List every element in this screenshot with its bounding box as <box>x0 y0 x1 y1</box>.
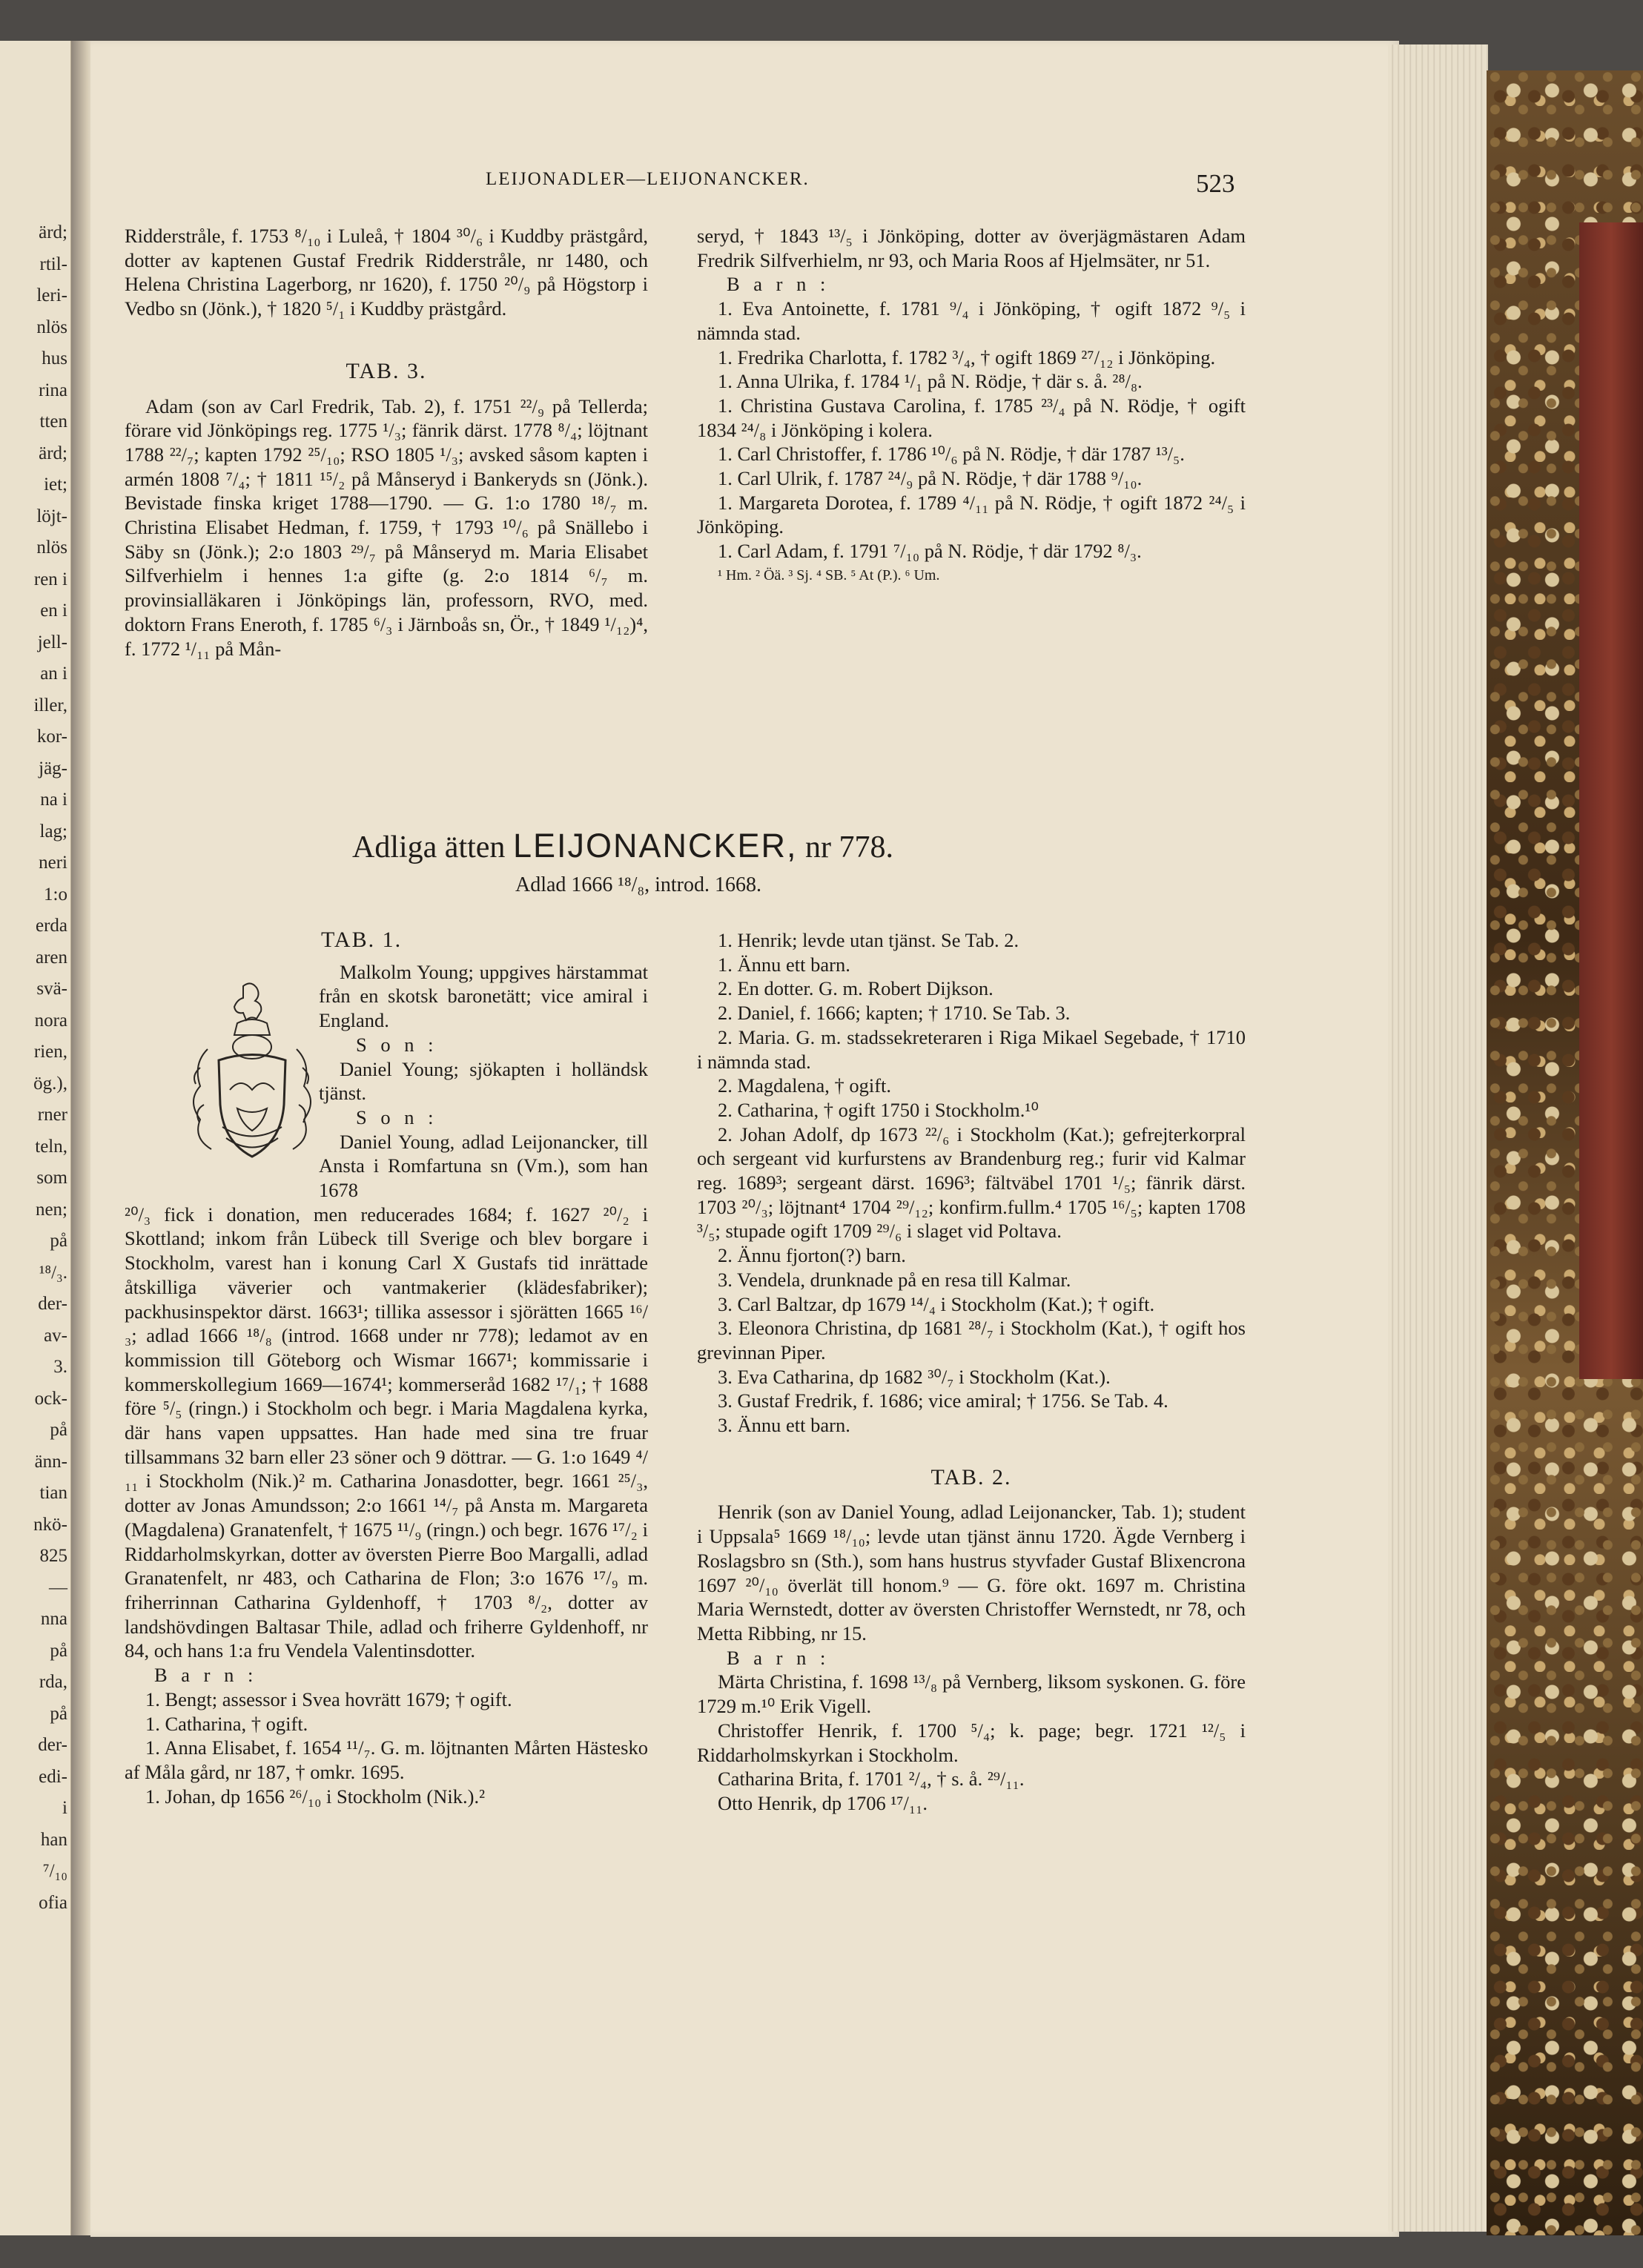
previous-page-fragment: erda <box>35 916 67 936</box>
ennoblement-line: Adlad 1666 ¹⁸/₈, introd. 1668. <box>515 873 762 896</box>
previous-page-fragment: ock- <box>34 1388 67 1409</box>
child-entry: 1. Carl Adam, f. 1791 ⁷/₁₀ på N. Rödje, † där 1792 ⁸/₃. <box>718 540 1142 563</box>
child-entry: 3. Eva Catharina, dp 1682 ³⁰/₇ i Stockholm (Kat.). <box>718 1365 1111 1388</box>
previous-page-fragment: nlös <box>36 317 67 337</box>
child-entry: 1. Christina Gustava Carolina, f. 1785 ²³/₄ på N. Rödje, † ogift 1834 ²⁴/₈ i Jönköping i kolera. <box>697 394 1246 441</box>
barn-label: B a r n : <box>727 1646 830 1669</box>
daniel-entry: ²⁰/₃ fick i donation, men reducerades 1684; f. 1627 ²⁰/₂ i Skottland; inkom från Lübeck till Sverige och blev borgare i Stockholm, varest han i konung Carl X Gustafs tid inrättade åtskilliga väverier och vantmakerier (klädesfabriker); packhusinspektor därst. 1663¹; tillika assessor i sjörätten 1665 ¹⁶/₃; adlad 1666 ¹⁸/₈ (introd. 1668 under nr 778); ledamot av en kommission till Göteborg och Wismar 1667¹; kommissarie i kommerskollegium 1669—1674¹; kommerseråd 1682 ¹⁷/₁; † 1688 före ⁵/₅ (ringn.) i Stockholm och begr. i Maria Magdalena kyrka, där hans vapen uppsattes. Han hade med sina tre fruar tillsammans 32 barn eller 23 söner och 9 döttrar. — G. 1:o 1649 ⁴/₁₁ i Stockholm (Nik.)² m. Catharina Jonasdotter, begr. 1661 ²⁵/₃, dotter av Jonas Amundsson; 2:o 1661 ¹⁴/₇ på Ansta m. Margareta (Magdalena) Granatenfelt, † 1675 ¹¹/₉ (ringn.) och begr. 1676 ¹⁷/₂ i Riddarholmskyrkan, dotter av översten Pierre Boo Margalli, adlad Granatenfelt, nr 483, och Catharina de Flon; 3:o 1676 ¹⁷/₉ m. friherrinnan Catharina Gyldenhoff, † 1703 ⁸/₂, dotter av landshövdingen Baltasar Thile, adlad och friherre Gyldenhoff, nr 84, och hans 1:a fru Vendela Valentinsdotter. <box>125 1203 648 1662</box>
previous-page-fragment: na i <box>40 790 67 810</box>
previous-page-fragment: jell- <box>37 632 67 652</box>
henrik-entry: Henrik (son av Daniel Young, adlad Leijonancker, Tab. 1); student i Uppsala⁵ 1669 ¹⁸/₁₀; levde utan tjänst ännu 1720. Ägde Vernberg i Roslagsbro sn (Sth.), som hans hustrus styvfader Gustaf Blixencrona 1697 ²⁰/₁₀ överlät till honom.⁹ — G. före okt. 1697 m. Christina Maria Wernstedt, dotter av översten Christoffer Wernstedt, nr 78, och Metta Ribbing, nr 15. <box>697 1501 1246 1644</box>
son-label: S o n : <box>356 1105 438 1128</box>
barn-label: B a r n : <box>727 273 830 296</box>
top-right-column <box>697 224 1246 588</box>
previous-page-fragment: på <box>50 1420 67 1440</box>
previous-page-fragment: som <box>36 1168 67 1188</box>
previous-page-fragment: på <box>50 1231 67 1251</box>
previous-page-fragment: der- <box>38 1735 67 1755</box>
child-entry: 3. Gustaf Fredrik, f. 1686; vice amiral; † 1756. Se Tab. 4. <box>718 1389 1168 1412</box>
previous-page-fragment: ärd; <box>39 443 67 463</box>
daniel-intro: Daniel Young, adlad Leijonancker, till Ansta i Romfartuna sn (Vm.), som han 1678 <box>319 1130 648 1202</box>
previous-page-fragment: ofia <box>39 1892 67 1913</box>
previous-page-fragment: en i <box>40 601 67 621</box>
previous-page-fragment: iet; <box>44 475 67 495</box>
family-title <box>352 827 893 865</box>
previous-page-fragment: rner <box>37 1105 67 1125</box>
previous-page-fragment: hus <box>42 348 67 368</box>
previous-page-fragment: tten <box>39 411 67 432</box>
bottom-right-column <box>697 928 1246 1816</box>
previous-page-fragment: ärd; <box>39 222 67 242</box>
previous-page-fragment: 1:o <box>44 884 67 905</box>
child-entry: 1. Carl Ulrik, f. 1787 ²⁴/₉ på N. Rödje, † där 1788 ⁹/₁₀. <box>718 467 1143 490</box>
child-entry: 2. Ännu fjorton(?) barn. <box>718 1244 906 1267</box>
child-entry: 1. Johan, dp 1656 ²⁶/₁₀ i Stockholm (Nik.).² <box>145 1785 486 1808</box>
child-entry: 1. Fredrika Charlotta, f. 1782 ³/₄, † ogift 1869 ²⁷/₁₂ i Jönköping. <box>718 346 1216 368</box>
child-entry: 2. Maria. G. m. stadssekreteraren i Riga Mikael Segebade, † 1710 i nämnda stad. <box>697 1025 1246 1073</box>
previous-page-fragment: på <box>50 1640 67 1661</box>
previous-page-fragment: han <box>40 1829 67 1850</box>
top-left-column <box>125 224 648 661</box>
previous-page-fragment: ög.), <box>33 1073 67 1094</box>
child-entry: 1. Bengt; assessor i Svea hovrätt 1679; † ogift. <box>145 1687 512 1710</box>
family-number: nr 778. <box>805 830 894 864</box>
previous-page-fragment: kor- <box>36 727 67 747</box>
child-entry: Märta Christina, f. 1698 ¹³/₈ på Vernberg, liksom syskonen. G. före 1729 m.¹⁰ Erik Vigell. <box>697 1670 1246 1718</box>
child-entry: 1. Henrik; levde utan tjänst. Se Tab. 2. <box>718 929 1019 951</box>
previous-page-fragment: änn- <box>34 1451 67 1472</box>
child-entry: Catharina Brita, f. 1701 ²/₄, † s. å. ²⁹/₁₁. <box>718 1768 1025 1791</box>
previous-page-fragment: nora <box>34 1010 67 1031</box>
previous-page-fragment: ⁷/₁₀ <box>42 1861 67 1881</box>
continuation-text-right: seryd, † 1843 ¹³/₅ i Jönköping, dotter av överjägmästaren Adam Fredrik Silfverhielm, nr 93, och Maria Roos af Hjelmsäter, nr 51. <box>697 225 1246 271</box>
previous-page-fragment: på <box>50 1703 67 1724</box>
previous-page-fragment: svä- <box>36 979 67 999</box>
previous-page-fragment: neri <box>39 853 67 873</box>
family-name: LEIJONANCKER, <box>512 827 798 864</box>
son-label: S o n : <box>356 1033 438 1056</box>
child-entry: 3. Vendela, drunknade på en resa till Kalmar. <box>718 1268 1071 1291</box>
child-entry: 3. Carl Baltzar, dp 1679 ¹⁴/₄ i Stockholm (Kat.); † ogift. <box>718 1292 1155 1315</box>
previous-page-fragment: nkö- <box>33 1514 67 1535</box>
footnotes: ¹ Hm. ² Öä. ³ Sj. ⁴ SB. ⁵ At (P.). ⁶ Um. <box>718 566 940 583</box>
child-entry: 1. Catharina, † ogift. <box>145 1712 308 1735</box>
previous-page-fragment: av- <box>44 1325 67 1346</box>
continuation-text: Ridderstråle, f. 1753 ⁸/₁₀ i Luleå, † 1804 ³⁰/₆ i Kuddby prästgård, dotter av kaptenen Gustaf Fredrik Ridderstråle, nr 1480, och Helena Christina Lagerborg, nr 1620), f. 1750 ²⁰/₉ på Högstorp i Vedbo sn (Jönk.), † 1820 ⁵/₁ i Kuddby prästgård. <box>125 225 648 320</box>
child-entry: 2. Catharina, † ogift 1750 i Stockholm.¹⁰ <box>718 1098 1039 1121</box>
previous-page-fragment: ¹⁸/₃. <box>39 1262 67 1283</box>
previous-page-fragment: lag; <box>39 821 67 842</box>
previous-page-fragment: teln, <box>35 1136 67 1157</box>
child-entry: 1. Anna Elisabet, f. 1654 ¹¹/₇. G. m. löjtnanten Mårten Hästesko af Måla gård, nr 187, † omkr. 1695. <box>125 1736 648 1783</box>
tab-3-title: TAB. 3. <box>346 358 427 383</box>
page-number: 523 <box>1196 169 1235 198</box>
previous-page-fragment: rina <box>39 380 67 400</box>
daniel-sr-entry: Daniel Young; sjökapten i holländsk tjänst. <box>319 1057 648 1105</box>
child-entry: 2. Magdalena, † ogift. <box>718 1074 892 1097</box>
child-entry: 1. Margareta Dorotea, f. 1789 ⁴/₁₁ på N. Rödje, † ogift 1872 ²⁴/₅ i Jönköping. <box>697 491 1246 538</box>
previous-page-fragment: iller, <box>33 695 67 715</box>
previous-page-fragment: tian <box>39 1483 67 1503</box>
previous-page-fragment: edi- <box>39 1766 67 1787</box>
previous-page-fragment: rtil- <box>39 254 67 274</box>
child-entry: 2. Johan Adolf, dp 1673 ²²/₆ i Stockholm (Kat.); gefrejterkorpral och sergeant vid kurfurstens av Brandenburg reg.; furir vid Kalmar reg. 1689³; sergeant därst. 1696³; fältväbel 1701 ¹/₅; fänrik därst. 1703 ²⁰/₃; löjtnant⁴ 1704 ²⁹/₁₂; konfirm.fullm.⁴ 1705 ¹⁶/₅; kapten 1708 ³/₅; stupade ogift 1709 ²⁹/₆ i slaget vid Poltava. <box>697 1123 1246 1243</box>
previous-page-fragment: rien, <box>33 1042 67 1062</box>
previous-page-fragment: rda, <box>39 1672 67 1692</box>
child-entry: 3. Ännu ett barn. <box>718 1414 850 1437</box>
previous-page-fragment: nna <box>40 1609 67 1629</box>
previous-page-fragment: — <box>49 1577 67 1598</box>
child-entry: 1. Eva Antoinette, f. 1781 ⁹/₄ i Jönköping, † ogift 1872 ⁹/₅ i nämnda stad. <box>697 297 1246 344</box>
tab-1-title: TAB. 1. <box>321 928 403 952</box>
bottom-left-column <box>125 928 648 1808</box>
page-stack-edge <box>1388 44 1488 2232</box>
book-spine-red <box>1579 222 1643 1379</box>
previous-page-fragment: jäg- <box>39 758 67 778</box>
child-entry: 1. Anna Ulrika, f. 1784 ¹/₁ på N. Rödje, † där s. å. ²⁸/₈. <box>718 370 1143 393</box>
previous-page-fragment: an i <box>40 664 67 684</box>
child-entry: Otto Henrik, dp 1706 ¹⁷/₁₁. <box>718 1791 928 1814</box>
previous-page-fragment: 825 <box>39 1546 67 1566</box>
previous-page-fragment: aren <box>35 947 67 968</box>
tab-2-title: TAB. 2. <box>930 1464 1012 1490</box>
previous-page-fragment: löjt- <box>36 506 67 526</box>
previous-page-fragment: i <box>62 1798 67 1818</box>
child-entry: Christoffer Henrik, f. 1700 ⁵/₄; k. page; begr. 1721 ¹²/₅ i Riddarholmskyrkan i Stockholm. <box>697 1719 1246 1766</box>
child-entry: 2. En dotter. G. m. Robert Dijkson. <box>718 977 994 1000</box>
child-entry: 3. Eleonora Christina, dp 1681 ²⁸/₇ i Stockholm (Kat.), † ogift hos grevinnan Piper. <box>697 1317 1246 1363</box>
previous-page-fragment: nlös <box>36 538 67 558</box>
title-prefix: Adliga ätten <box>352 830 506 864</box>
child-entry: 2. Daniel, f. 1666; kapten; † 1710. Se Tab. 3. <box>718 1002 1071 1025</box>
previous-page-edge <box>0 41 73 2235</box>
previous-page-fragment: ren i <box>33 569 67 589</box>
running-header: LEIJONADLER—LEIJONANCKER. <box>486 169 810 189</box>
previous-page-fragment: leri- <box>36 285 67 305</box>
previous-page-fragment: nen; <box>35 1199 67 1220</box>
malkolm-entry: Malkolm Young; uppgives härstammat från en skotsk baronetätt; vice amiral i England. <box>319 960 648 1032</box>
barn-label: B a r n : <box>154 1664 258 1687</box>
previous-page-fragment: 3. <box>53 1357 67 1377</box>
child-entry: 1. Carl Christoffer, f. 1786 ¹⁰/₆ på N. Rödje, † där 1787 ¹³/₅. <box>718 443 1185 466</box>
adam-entry: Adam (son av Carl Fredrik, Tab. 2), f. 1751 ²²/₉ på Tellerda; förare vid Jönköpings reg. 1775 ¹/₃; fänrik därst. 1778 ⁸/₄; löjtnant 1788 ²²/₇; kapten 1792 ²⁵/₁₀; RSO 1805 ¹/₃; avsked såsom kapten i armén 1808 ⁷/₄; † 1811 ¹⁵/₂ på Månseryd i Bankeryds sn (Jönk.). Bevistade finska kriget 1788—1790. — G. 1:o 1780 ¹⁸/₇ m. Christina Elisabet Hedman, f. 1759, † 1793 ¹⁰/₆ på Snällebo i Säby sn (Jönk.); 2:o 1803 ²⁹/₇ på Månseryd m. Maria Elisabet Silfverhielm i hennes 1:a gifte (g. 2:o 1814 ⁶/₇ m. provinsialläkaren i Jönköpings län, professorn, RVO, med. doktorn Frans Eneroth, f. 1785 ⁶/₃ i Järnboås sn, Ör., † 1849 ¹/₁₂)⁴, f. 1772 ¹/₁₁ på Mån- <box>125 394 648 660</box>
previous-page-fragment: der- <box>38 1294 67 1314</box>
child-entry: 1. Ännu ett barn. <box>718 953 850 976</box>
